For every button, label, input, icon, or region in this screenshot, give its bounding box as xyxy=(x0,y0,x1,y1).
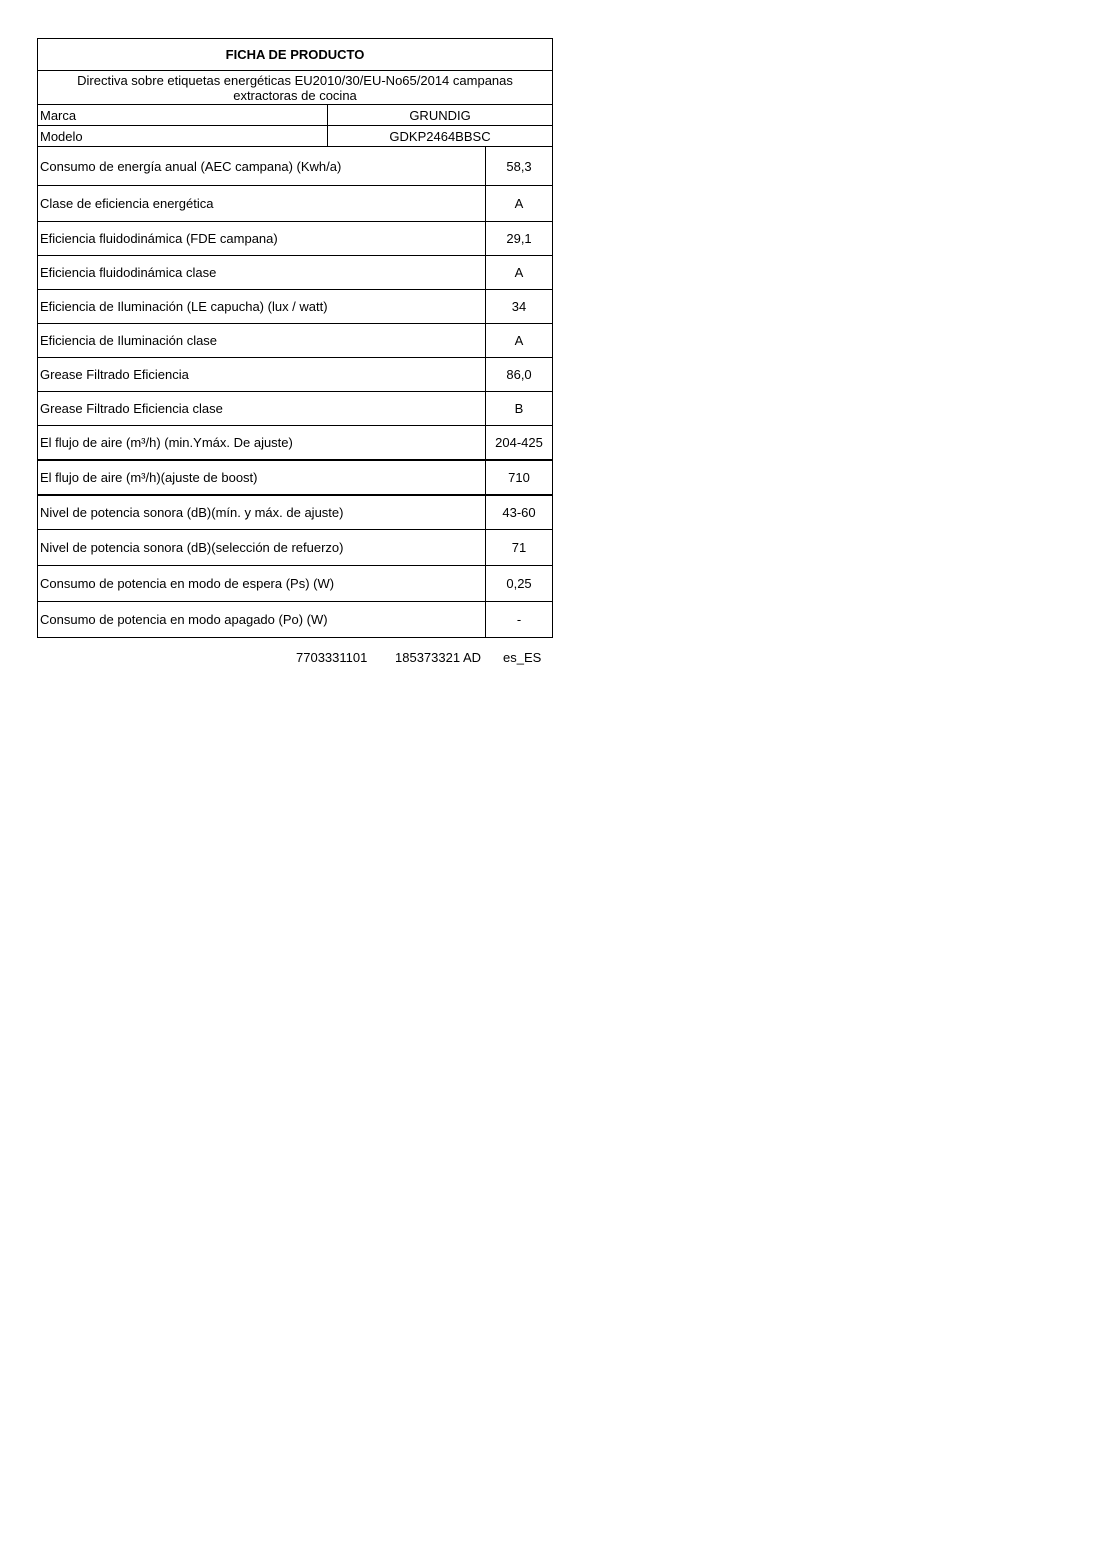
spec-label: Eficiencia de Iluminación (LE capucha) (lux / watt) xyxy=(38,290,486,324)
spec-value: 58,3 xyxy=(486,147,553,186)
spec-label: Nivel de potencia sonora (dB)(mín. y máx. de ajuste) xyxy=(38,495,486,530)
spec-label: Eficiencia fluidodinámica (FDE campana) xyxy=(38,222,486,256)
spec-value: 43-60 xyxy=(486,495,553,530)
spec-label: Grease Filtrado Eficiencia clase xyxy=(38,392,486,426)
spec-value: 710 xyxy=(486,460,553,495)
spec-value: A xyxy=(486,256,553,290)
spec-value: 204-425 xyxy=(486,426,553,461)
spec-label: Consumo de energía anual (AEC campana) (Kwh/a) xyxy=(38,147,486,186)
brand-value: GRUNDIG xyxy=(328,105,553,126)
spec-value: - xyxy=(486,602,553,638)
spec-row xyxy=(38,426,553,461)
spec-row xyxy=(38,186,553,222)
model-label: Modelo xyxy=(38,126,328,147)
model-value: GDKP2464BBSC xyxy=(328,126,553,147)
spec-row xyxy=(38,290,553,324)
document-footer xyxy=(37,650,552,666)
sheet-title: FICHA DE PRODUCTO xyxy=(38,39,553,71)
spec-row xyxy=(38,147,553,186)
spec-label: Consumo de potencia en modo apagado (Po) (W) xyxy=(38,602,486,638)
info-row-brand xyxy=(38,105,553,126)
product-sheet xyxy=(37,38,552,665)
spec-row xyxy=(38,602,553,638)
footer-code-1: 7703331101 xyxy=(296,650,368,665)
footer-locale: es_ES xyxy=(503,650,542,665)
spec-label: El flujo de aire (m³/h)(ajuste de boost) xyxy=(38,460,486,495)
sheet-subtitle: Directiva sobre etiquetas energéticas EU2010/30/EU-No65/2014 campanas extractoras de cocina xyxy=(38,71,553,105)
spec-label: Eficiencia de Iluminación clase xyxy=(38,324,486,358)
spec-label: Consumo de potencia en modo de espera (Ps) (W) xyxy=(38,566,486,602)
spec-value: 0,25 xyxy=(486,566,553,602)
product-fiche-table xyxy=(37,38,553,638)
brand-label: Marca xyxy=(38,105,328,126)
spec-value: 34 xyxy=(486,290,553,324)
spec-row xyxy=(38,256,553,290)
spec-row xyxy=(38,358,553,392)
spec-row xyxy=(38,495,553,530)
spec-value: A xyxy=(486,324,553,358)
spec-label: Clase de eficiencia energética xyxy=(38,186,486,222)
spec-label: Grease Filtrado Eficiencia xyxy=(38,358,486,392)
spec-label: Nivel de potencia sonora (dB)(selección de refuerzo) xyxy=(38,530,486,566)
spec-row xyxy=(38,566,553,602)
spec-row xyxy=(38,324,553,358)
spec-label: El flujo de aire (m³/h) (min.Ymáx. De ajuste) xyxy=(38,426,486,461)
spec-value: B xyxy=(486,392,553,426)
spec-row xyxy=(38,530,553,566)
spec-row xyxy=(38,460,553,495)
spec-label: Eficiencia fluidodinámica clase xyxy=(38,256,486,290)
footer-code-2: 185373321 AD xyxy=(395,650,482,665)
spec-value: 29,1 xyxy=(486,222,553,256)
info-row-model xyxy=(38,126,553,147)
spec-value: 71 xyxy=(486,530,553,566)
spec-value: 86,0 xyxy=(486,358,553,392)
spec-row xyxy=(38,222,553,256)
spec-row xyxy=(38,392,553,426)
spec-value: A xyxy=(486,186,553,222)
